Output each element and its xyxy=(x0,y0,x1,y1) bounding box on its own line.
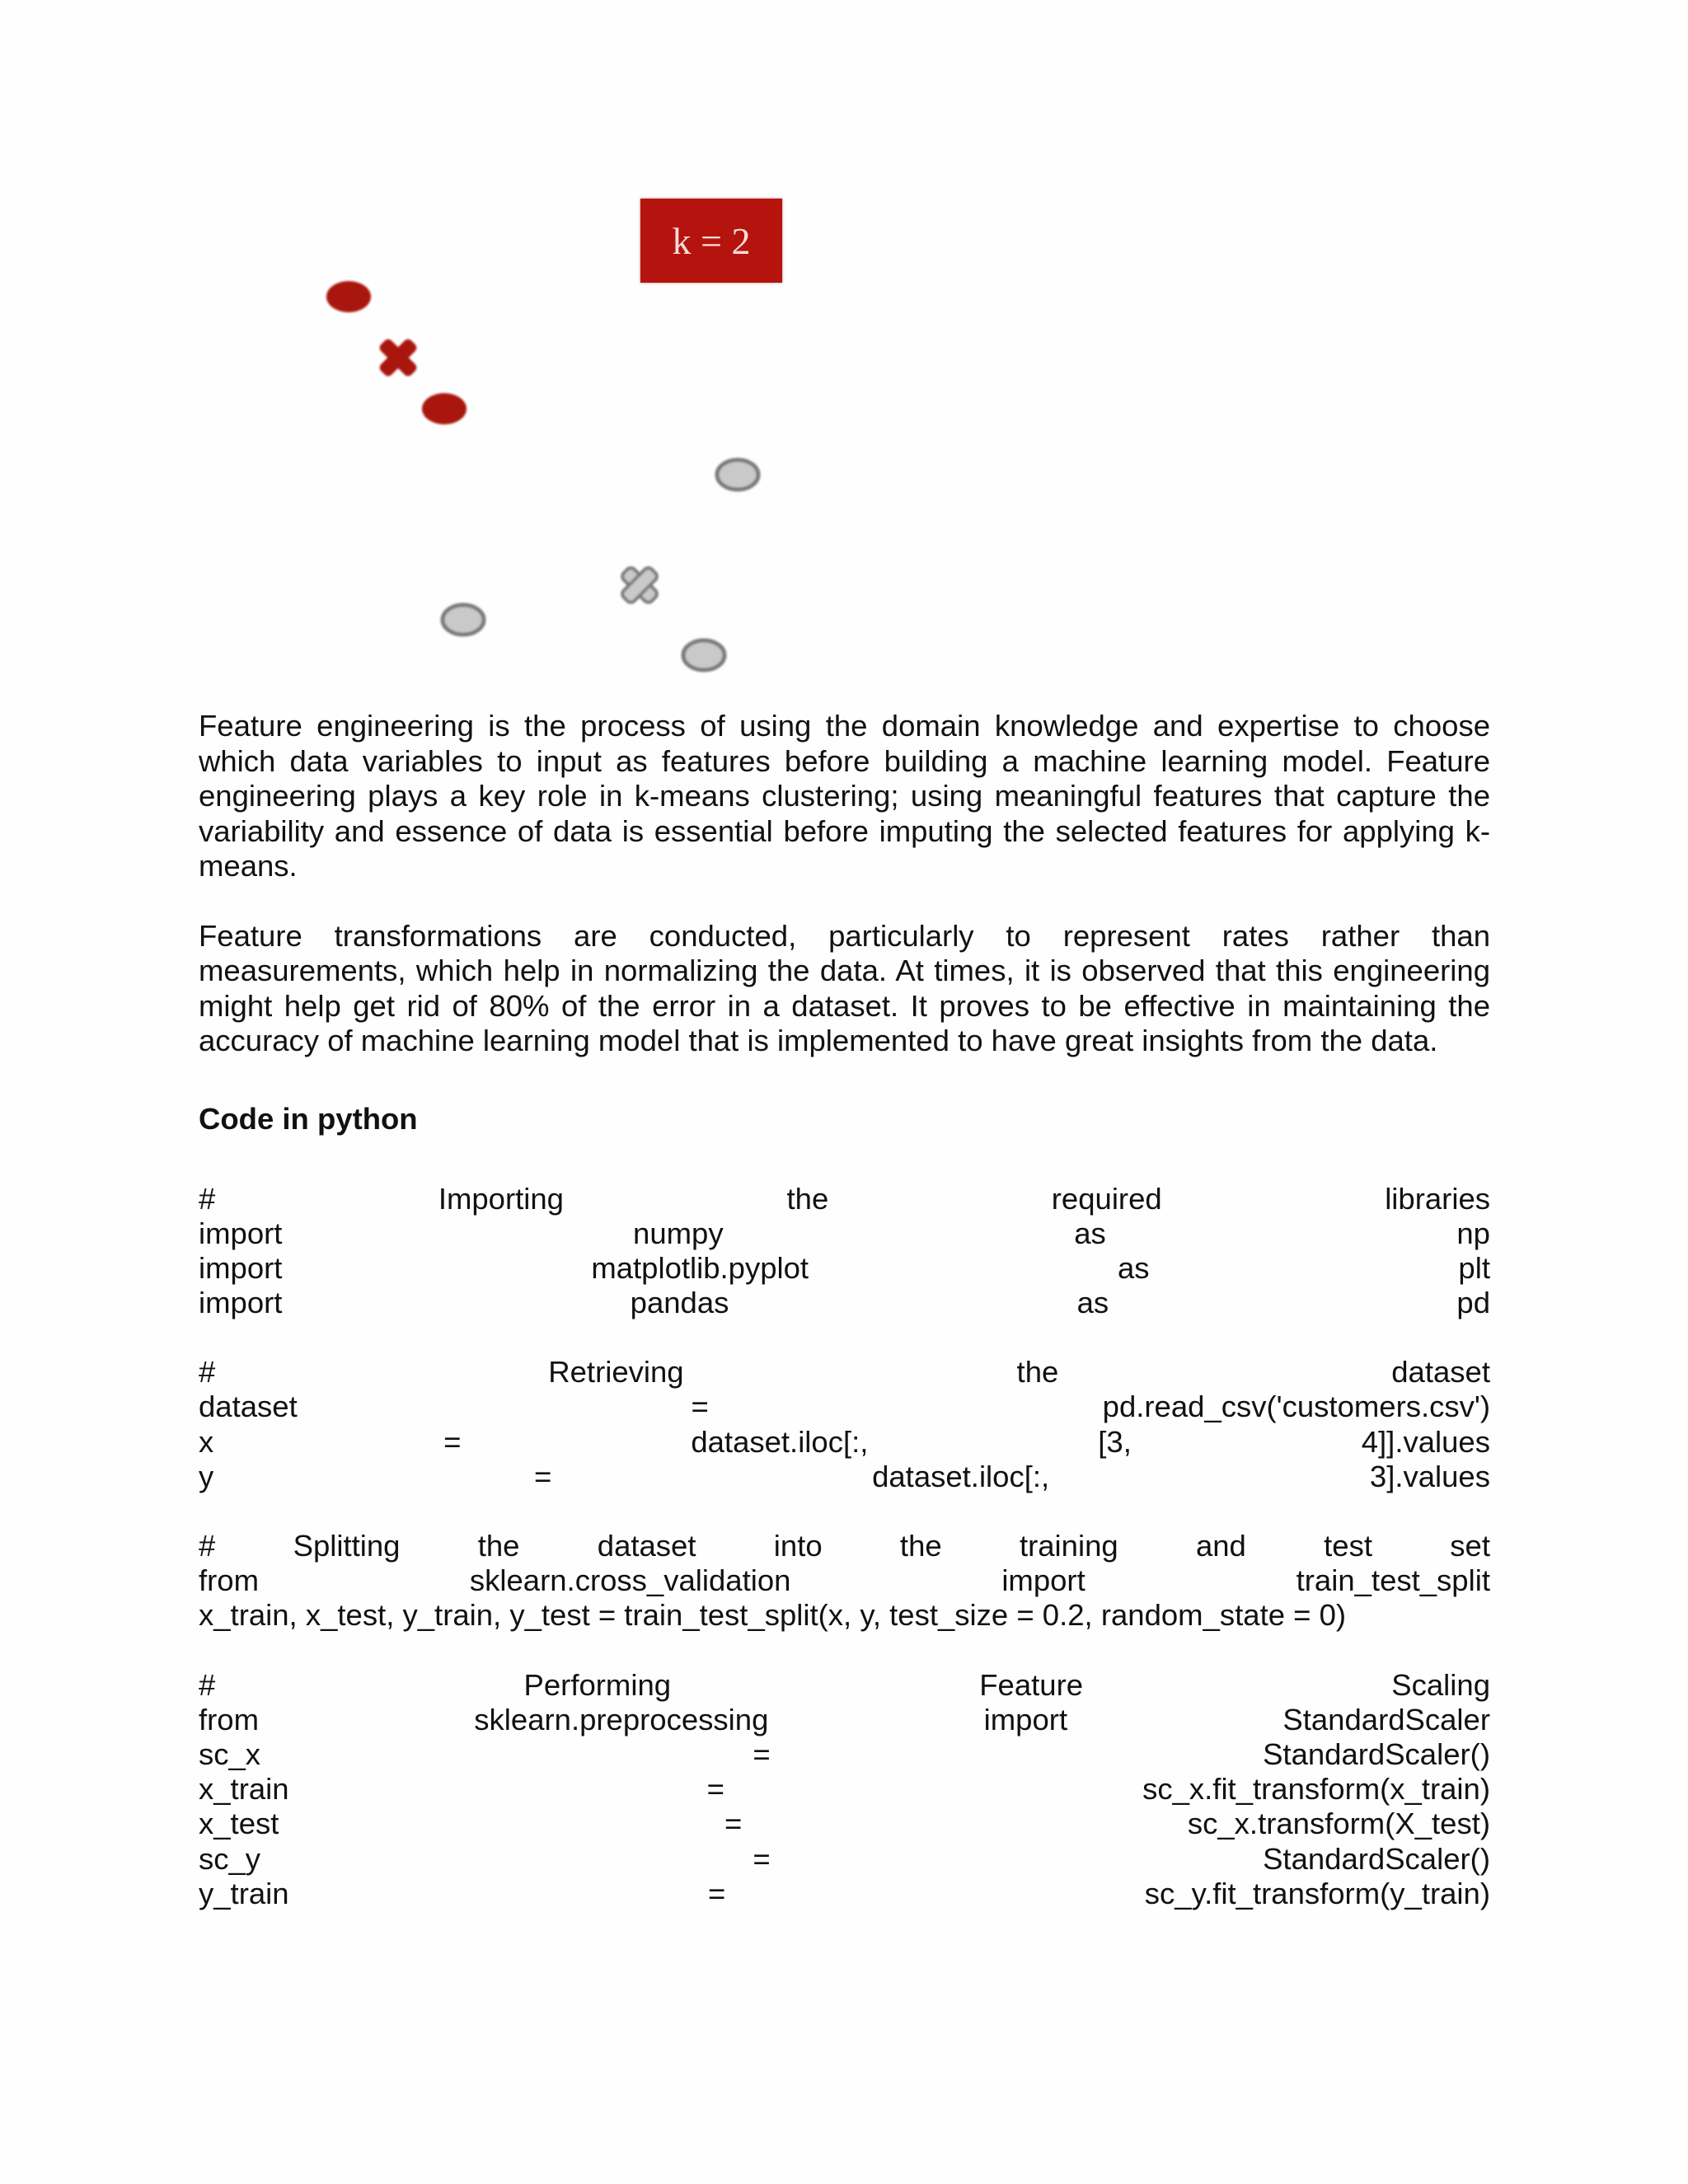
gray-point xyxy=(717,460,758,490)
gray-point xyxy=(683,640,724,670)
code-block xyxy=(199,1529,1490,1633)
code-token: into xyxy=(773,1529,823,1563)
code-token: pandas xyxy=(630,1286,729,1320)
code-token: Feature xyxy=(979,1667,1084,1702)
code-token: pd.read_csv('customers.csv') xyxy=(1102,1390,1490,1424)
code-token: # xyxy=(199,1529,216,1563)
code-token: the xyxy=(477,1529,520,1563)
code-token: # xyxy=(199,1355,216,1390)
kmeans-scatter xyxy=(297,181,874,692)
code-token: the xyxy=(1016,1355,1059,1390)
code-token: x_train, x_test, y_train, y_test = train_test_split(x, y, test_size = 0.2, random_state = 0) xyxy=(199,1598,1347,1633)
code-token: = xyxy=(753,1736,771,1771)
code-token: # xyxy=(199,1667,216,1702)
code-line xyxy=(199,1563,1490,1598)
code-token: and xyxy=(1195,1529,1246,1563)
code-token: = xyxy=(724,1807,743,1841)
section-heading: Code in python xyxy=(199,1101,418,1136)
code-token: = xyxy=(534,1459,552,1493)
code-token: train_test_split xyxy=(1296,1563,1490,1598)
code-token: as xyxy=(1076,1286,1109,1320)
code-token: import xyxy=(983,1702,1068,1736)
gray-centroid-cross xyxy=(612,557,668,613)
code-token: # xyxy=(199,1181,216,1216)
code-block xyxy=(199,1182,1490,1321)
code-token: dataset.iloc[:, xyxy=(691,1424,869,1459)
code-token: import xyxy=(199,1250,283,1285)
code-token: dataset.iloc[:, xyxy=(872,1459,1050,1493)
code-token: import xyxy=(1001,1563,1085,1598)
code-line xyxy=(199,1877,1490,1911)
red-centroid-cross xyxy=(368,327,429,388)
red-point xyxy=(326,281,371,312)
code-token: Importing xyxy=(438,1181,564,1216)
code-line xyxy=(199,1807,1490,1841)
code-token: sklearn.cross_validation xyxy=(469,1563,791,1598)
code-token: Splitting xyxy=(293,1529,401,1563)
code-line xyxy=(199,1251,1490,1286)
code-token: set xyxy=(1450,1529,1490,1563)
code-token: Retrieving xyxy=(548,1355,684,1390)
code-token: sklearn.preprocessing xyxy=(474,1702,769,1736)
code-token: dataset xyxy=(1391,1355,1490,1390)
document-body xyxy=(199,709,1490,1911)
code-line xyxy=(199,1286,1490,1320)
red-point xyxy=(422,393,467,424)
code-token: = xyxy=(443,1424,462,1459)
code-line xyxy=(199,1460,1490,1494)
code-token: from xyxy=(199,1702,259,1736)
code-token: sc_y.fit_transform(y_train) xyxy=(1144,1876,1490,1910)
code-line xyxy=(199,1842,1490,1877)
code-line xyxy=(199,1668,1490,1703)
code-line xyxy=(199,1390,1490,1424)
code-token: [3, xyxy=(1098,1424,1132,1459)
code-token: x_train xyxy=(199,1772,289,1807)
code-line xyxy=(199,1703,1490,1737)
code-line xyxy=(199,1355,1490,1390)
code-token: test xyxy=(1324,1529,1372,1563)
code-token: as xyxy=(1117,1250,1150,1285)
code-token: dataset xyxy=(199,1390,298,1424)
code-token: StandardScaler() xyxy=(1263,1841,1490,1876)
code-token: the xyxy=(899,1529,942,1563)
code-token: y_train xyxy=(199,1876,289,1910)
python-code xyxy=(199,1182,1490,1911)
code-line xyxy=(199,1737,1490,1772)
code-token: plt xyxy=(1458,1250,1490,1285)
code-line xyxy=(199,1598,1490,1633)
code-line xyxy=(199,1529,1490,1563)
code-token: matplotlib.pyplot xyxy=(591,1250,809,1285)
paragraph: Feature transformations are conducted, particularly to represent rates rather than measurements, which help in normalizing the data. At times, it is observed that this engineering might help get rid of 80% of the error in a dataset. It proves to be effective in maintaining the accuracy of machine learning model that is implemented to have great insights from the data. xyxy=(199,918,1490,1057)
code-token: x_test xyxy=(199,1807,279,1841)
kmeans-figure xyxy=(297,181,874,692)
code-token: sc_x xyxy=(199,1736,261,1771)
code-token: the xyxy=(786,1181,829,1216)
code-token: y xyxy=(199,1459,214,1493)
code-token: import xyxy=(199,1286,283,1320)
code-line xyxy=(199,1425,1490,1460)
code-token: libraries xyxy=(1385,1181,1490,1216)
code-token: sc_x.fit_transform(x_train) xyxy=(1142,1772,1490,1807)
code-line xyxy=(199,1772,1490,1807)
code-token: = xyxy=(753,1841,771,1876)
code-token: dataset xyxy=(597,1529,696,1563)
code-token: Scaling xyxy=(1391,1667,1490,1702)
code-token: 3].values xyxy=(1369,1459,1490,1493)
code-token: = xyxy=(708,1876,726,1910)
code-token: sc_y xyxy=(199,1841,261,1876)
code-line xyxy=(199,1182,1490,1216)
code-token: np xyxy=(1456,1216,1490,1250)
code-token: import xyxy=(199,1216,283,1250)
code-line xyxy=(199,1216,1490,1251)
code-token: from xyxy=(199,1563,259,1598)
code-token: numpy xyxy=(633,1216,724,1250)
code-token: required xyxy=(1051,1181,1162,1216)
code-token: = xyxy=(691,1390,709,1424)
code-token: StandardScaler() xyxy=(1263,1736,1490,1771)
code-block xyxy=(199,1668,1490,1911)
code-token: training xyxy=(1019,1529,1118,1563)
k-value-badge: k = 2 xyxy=(640,199,782,283)
gray-point xyxy=(443,605,484,635)
code-token: sc_x.transform(X_test) xyxy=(1187,1807,1490,1841)
code-token: as xyxy=(1074,1216,1106,1250)
code-token: 4]].values xyxy=(1361,1424,1490,1459)
code-token: StandardScaler xyxy=(1282,1702,1490,1736)
code-block xyxy=(199,1355,1490,1494)
paragraph: Feature engineering is the process of using the domain knowledge and expertise to choose which data variables to input as features before building a machine learning model. Feature engineering plays a key role in k-means clustering; using meaningful features that capture the variability and essence of data is essential before imputing the selected features for applying k-means. xyxy=(199,709,1490,883)
code-token: Performing xyxy=(523,1667,672,1702)
code-token: = xyxy=(706,1772,724,1807)
code-token: x xyxy=(199,1424,214,1459)
code-token: pd xyxy=(1456,1286,1490,1320)
